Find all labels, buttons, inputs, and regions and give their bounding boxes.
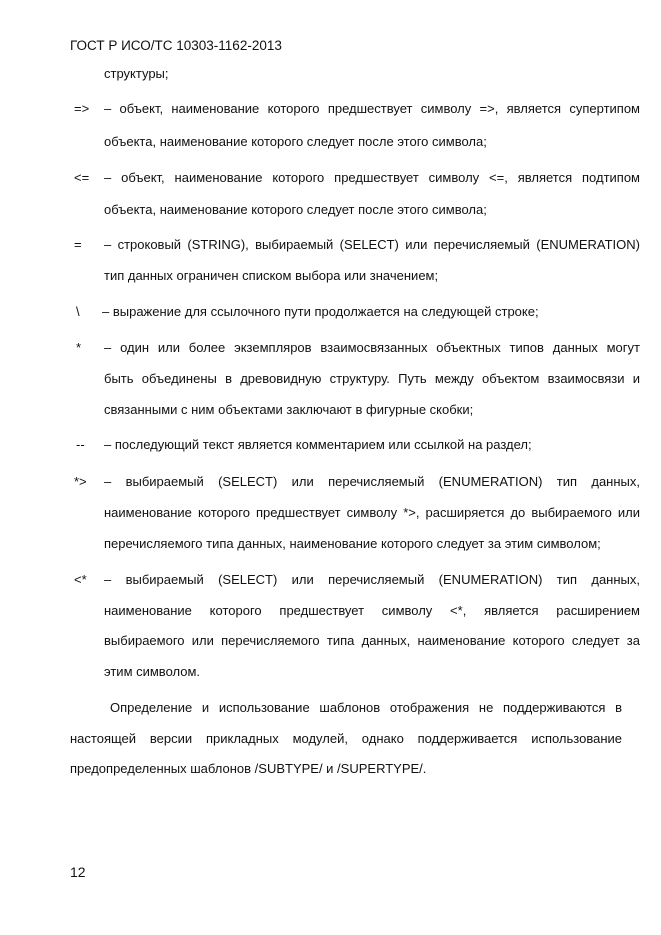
entry-line: перечисляемого типа данных, наименование которого следует за этим символом; <box>104 536 601 551</box>
document-header: ГОСТ Р ИСО/ТС 10303-1162-2013 <box>70 38 282 53</box>
entry-line: – объект, наименование которого предшествует символу =>, является супертипом <box>104 101 640 116</box>
paragraph-line: предопределенных шаблонов /SUBTYPE/ и /SUPERTYPE/. <box>70 761 427 776</box>
entry-line: – последующий текст является комментарием или ссылкой на раздел; <box>104 437 532 452</box>
symbol-comment: -- <box>76 437 85 452</box>
entry-line: быть объединены в древовидную структуру. Путь между объектом взаимосвязи и <box>104 371 640 386</box>
entry-line: этим символом. <box>104 664 201 679</box>
entry-line: – выражение для ссылочного пути продолжается на следующей строке; <box>102 304 539 319</box>
entry-line: – строковый (STRING), выбираемый (SELECT) или перечисляемый (ENUMERATION) <box>104 237 640 252</box>
symbol-extend-supertype: *> <box>74 474 87 489</box>
entry-line: – объект, наименование которого предшествует символу <=, является подтипом <box>104 170 640 185</box>
entry-line: объекта, наименование которого следует после этого символа; <box>104 134 487 149</box>
page-number: 12 <box>70 864 86 880</box>
symbol-supertype: => <box>74 101 90 116</box>
symbol-extend-subtype: <* <box>74 572 87 587</box>
symbol-asterisk: * <box>76 340 82 355</box>
entry-line: – выбираемый (SELECT) или перечисляемый (ENUMERATION) тип данных, <box>104 474 640 489</box>
continuation-text: структуры; <box>104 66 169 81</box>
paragraph-line: Определение и использование шаблонов отображения не поддерживаются в <box>110 700 622 715</box>
entry-line: объекта, наименование которого следует после этого символа; <box>104 202 487 217</box>
entry-line: выбираемого или перечисляемого типа данных, наименование которого следует за <box>104 633 640 648</box>
entry-line: наименование которого предшествует символу <*, является расширением <box>104 603 640 618</box>
entry-line: связанными с ним объектами заключают в фигурные скобки; <box>104 402 474 417</box>
entry-line: – один или более экземпляров взаимосвязанных объектных типов данных могут <box>104 340 640 355</box>
symbol-equals: = <box>74 237 82 252</box>
symbol-subtype: <= <box>74 170 90 185</box>
entry-line: наименование которого предшествует символу *>, расширяется до выбираемого или <box>104 505 640 520</box>
paragraph-line: настоящей версии прикладных модулей, однако поддерживается использование <box>70 731 622 746</box>
symbol-backslash: \ <box>76 304 80 319</box>
entry-line: – выбираемый (SELECT) или перечисляемый (ENUMERATION) тип данных, <box>104 572 640 587</box>
entry-line: тип данных ограничен списком выбора или значением; <box>104 268 439 283</box>
